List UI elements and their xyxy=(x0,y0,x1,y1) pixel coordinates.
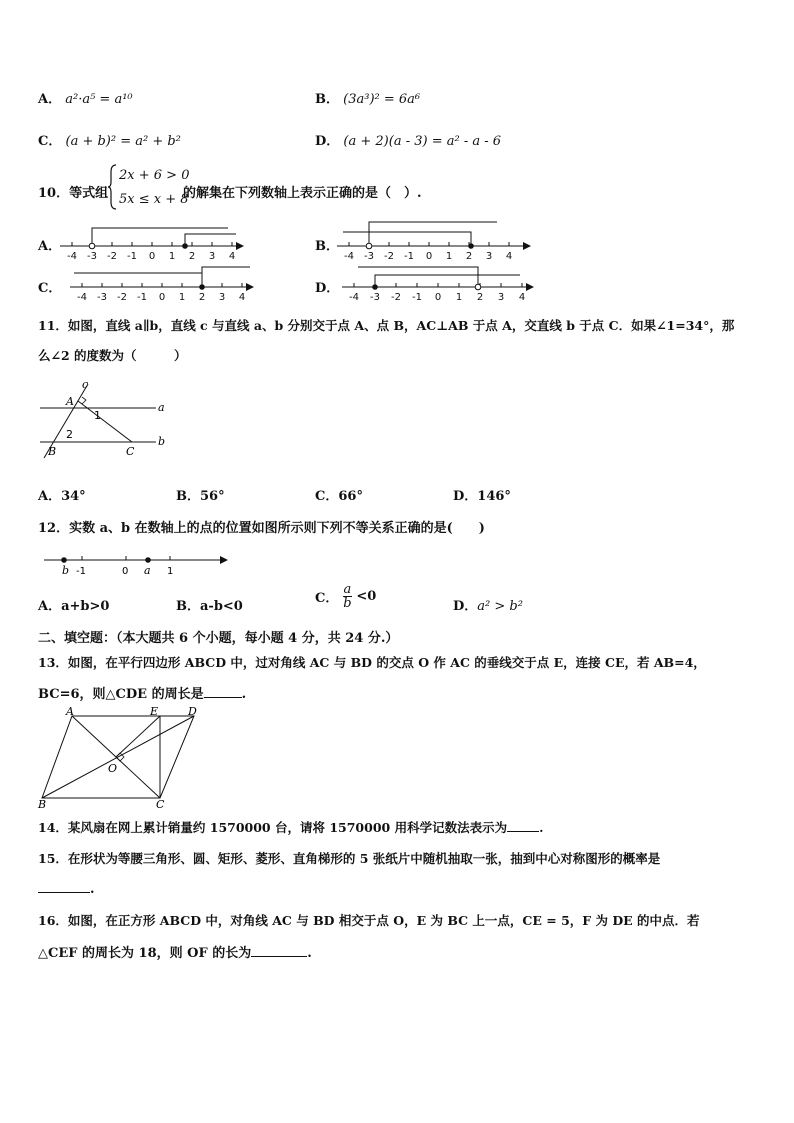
q9-option-a-label: A． xyxy=(38,92,62,107)
q10-option-d-number-line xyxy=(340,263,540,305)
q14-answer-blank xyxy=(507,819,539,832)
section-2-heading: 二、填空题：（本大题共 6 个小题，每小题 4 分，共 24 分.） xyxy=(38,631,399,646)
tick-label: 4 xyxy=(228,251,236,262)
q9-option-c-expr: (a + b)² = a² + b² xyxy=(65,134,181,149)
tick-label: 0 xyxy=(158,292,166,303)
tick-label: 1 xyxy=(168,251,176,262)
q10-option-c-label: C． xyxy=(38,281,62,296)
q16-line-2-text: △CEF 的周长为 18，则 OF 的长为 xyxy=(38,946,252,961)
q12-label-b: b xyxy=(62,564,70,577)
tick-label: -3 xyxy=(97,292,107,303)
tick-label: -1 xyxy=(412,292,422,303)
tick-label: 3 xyxy=(497,292,505,303)
q14-end: . xyxy=(539,820,544,835)
q13-answer-blank xyxy=(204,685,242,698)
q12-option-a-label: A． xyxy=(38,599,62,614)
q11-label-c: c xyxy=(82,378,89,391)
tick-label: -4 xyxy=(67,251,77,262)
q11-label-A: A xyxy=(66,395,74,408)
tick-label: -1 xyxy=(127,251,137,262)
q11-label-angle-1: 1 xyxy=(94,409,101,422)
q12-option-b-value: a-b<0 xyxy=(200,599,243,614)
tick-label: 2 xyxy=(476,292,484,303)
q12-label-1: 1 xyxy=(167,566,174,577)
q14-text: 14．某风扇在网上累计销量约 1570000 台，请将 1570000 用科学记数法表示为 xyxy=(38,820,508,835)
tick-label: 1 xyxy=(178,292,186,303)
tick-label: -4 xyxy=(349,292,359,303)
q11-option-c-label: C． xyxy=(315,489,339,504)
q10-option-a-number-line xyxy=(58,222,248,262)
q10-option-b-number-line xyxy=(335,216,535,262)
q13-label-E: E xyxy=(150,705,159,718)
q11-option-d xyxy=(453,485,511,504)
q11-option-a xyxy=(38,485,86,504)
q10-ineq-1: 2x + 6 > 0 xyxy=(119,168,190,183)
q9-option-b xyxy=(315,88,420,107)
q10-brace-icon xyxy=(108,164,118,210)
tick-label: 2 xyxy=(198,292,206,303)
tick-label: -4 xyxy=(344,251,354,262)
q13-line-2-text: BC=6，则△CDE 的周长是 xyxy=(38,687,204,702)
q11-option-c-value: 66° xyxy=(338,489,363,504)
q12-option-b-label: B． xyxy=(176,599,200,614)
tick-label: -2 xyxy=(384,251,394,262)
q9-option-b-expr: (3a³)² = 6a⁶ xyxy=(343,92,421,107)
q16-line-1: 16．如图，在正方形 ABCD 中，对角线 AC 与 BD 相交于点 O，E 为 BC 上一点，CE = 5，F 为 DE 的中点．若 xyxy=(38,913,700,928)
q11-figure xyxy=(36,376,176,460)
q11-option-b-value: 56° xyxy=(200,489,225,504)
q11-option-a-label: A． xyxy=(38,489,62,504)
q13-figure xyxy=(36,704,206,810)
tick-label: -1 xyxy=(404,251,414,262)
q11-option-d-value: 146° xyxy=(477,489,511,504)
q13-label-C: C xyxy=(156,798,165,810)
q11-label-C: C xyxy=(126,445,135,458)
q11-label-a: a xyxy=(158,401,165,414)
tick-label: -4 xyxy=(77,292,87,303)
q12-text: 12．实数 a、b 在数轴上的点的位置如图所示则下列不等关系正确的是( ) xyxy=(38,521,485,536)
q12-option-d-value: a² > b² xyxy=(477,599,523,614)
tick-label: 2 xyxy=(188,251,196,262)
tick-label: -2 xyxy=(117,292,127,303)
tick-label: 3 xyxy=(218,292,226,303)
tick-label: 2 xyxy=(465,251,473,262)
q11-option-b xyxy=(176,485,225,504)
tick-label: 1 xyxy=(445,251,453,262)
tick-label: -1 xyxy=(137,292,147,303)
q13-line-2-end: . xyxy=(241,687,247,702)
tick-label: 4 xyxy=(518,292,526,303)
tick-label: 3 xyxy=(485,251,493,262)
q9-option-b-label: B． xyxy=(315,92,339,107)
q12-fraction-denominator: b xyxy=(343,596,352,611)
q9-option-d-label: D． xyxy=(315,134,340,149)
tick-label: -3 xyxy=(364,251,374,262)
q15-answer-blank xyxy=(38,880,90,893)
q13-line-1: 13．如图，在平行四边形 ABCD 中，过对角线 AC 与 BD 的交点 O 作 AC 的垂线交于点 E，连接 CE，若 AB=4， xyxy=(38,655,706,670)
q12-option-b xyxy=(176,595,243,614)
q11-line-1: 11．如图，直线 a∥b，直线 c 与直线 a、b 分别交于点 A、点 B，AC⊥AB 于点 A，交直线 b 于点 C．如果∠1=34°，那 xyxy=(38,318,735,333)
q14 xyxy=(38,818,543,836)
q12-option-a-value: a+b>0 xyxy=(61,599,110,614)
q9-option-d xyxy=(315,130,501,149)
q9-option-c xyxy=(38,130,181,149)
tick-label: -2 xyxy=(391,292,401,303)
q12-option-a xyxy=(38,595,109,614)
q9-option-d-expr: (a + 2)(a - 3) = a² - a - 6 xyxy=(343,134,502,149)
q11-option-b-label: B． xyxy=(176,489,200,504)
tick-label: 3 xyxy=(208,251,216,262)
q13-label-B: B xyxy=(38,798,47,810)
q12-fraction-numerator: a xyxy=(343,582,352,597)
q12-number-line xyxy=(40,548,236,578)
tick-label: -3 xyxy=(370,292,380,303)
tick-label: 4 xyxy=(505,251,513,262)
tick-label: 4 xyxy=(238,292,246,303)
q12-option-c-fraction xyxy=(343,583,353,610)
tick-label: 0 xyxy=(425,251,433,262)
q15-line-2 xyxy=(38,880,95,897)
q13-label-D: D xyxy=(188,705,197,718)
q11-option-a-value: 34° xyxy=(61,489,86,504)
q11-line-2: 么∠2 的度数为（ ） xyxy=(38,348,187,363)
tick-label: -2 xyxy=(107,251,117,262)
q11-label-angle-2: 2 xyxy=(66,428,73,441)
q16-answer-blank xyxy=(251,944,307,957)
q12-option-c-rest: <0 xyxy=(356,589,377,604)
q10-ineq-2: 5x ≤ x + 8 xyxy=(119,192,189,207)
q11-label-B: B xyxy=(48,445,57,458)
q15-end: . xyxy=(90,882,95,897)
q11-option-d-label: D． xyxy=(453,489,478,504)
q10-option-d-label: D． xyxy=(315,281,340,296)
q12-label-minus-1: -1 xyxy=(76,566,86,577)
q11-label-b: b xyxy=(158,435,166,448)
q9-option-a-expr: a²·a⁵ = a¹⁰ xyxy=(65,92,133,107)
q9-option-c-label: C． xyxy=(38,134,62,149)
q10-option-b-label: B． xyxy=(315,239,339,254)
q12-option-d xyxy=(453,595,523,614)
q10-option-c-number-line xyxy=(68,263,258,305)
q15-line-1: 15．在形状为等腰三角形、圆、矩形、菱形、直角梯形的 5 张纸片中随机抽取一张，抽到中心对称图形的概率是 xyxy=(38,851,661,866)
q13-line-2 xyxy=(38,683,246,702)
q12-label-a: a xyxy=(144,564,151,577)
q12-label-0: 0 xyxy=(122,566,129,577)
tick-label: 1 xyxy=(455,292,463,303)
q12-option-d-label: D． xyxy=(453,599,478,614)
tick-label: 0 xyxy=(434,292,442,303)
q9-option-a xyxy=(38,88,133,107)
q12-option-c xyxy=(315,583,376,610)
q16-end: . xyxy=(307,946,312,961)
q16-line-2 xyxy=(38,942,312,961)
q12-option-c-label: C． xyxy=(315,591,339,606)
q13-label-O: O xyxy=(108,762,118,775)
tick-label: -3 xyxy=(87,251,97,262)
q10-number: 10．等式组 xyxy=(38,186,109,201)
q11-option-c xyxy=(315,485,363,504)
q10-question-text: 的解集在下列数轴上表示正确的是（ ）. xyxy=(183,186,422,201)
q13-label-A: A xyxy=(66,705,74,718)
tick-label: 0 xyxy=(148,251,156,262)
q10-option-a-label: A． xyxy=(38,239,62,254)
